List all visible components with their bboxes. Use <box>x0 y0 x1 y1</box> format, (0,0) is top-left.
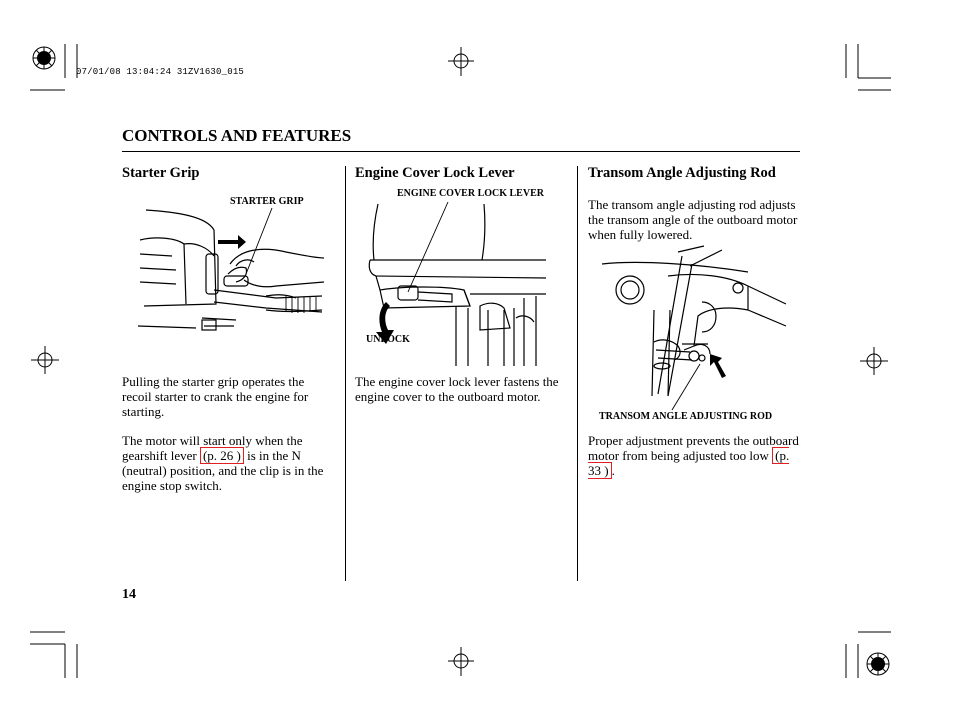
heading-engine-cover-lock-lever: Engine Cover Lock Lever <box>355 165 515 181</box>
paragraph-text: The motor will start only when the gearshift lever <box>122 433 303 463</box>
heading-transom-angle-adjusting-rod: Transom Angle Adjusting Rod <box>588 165 776 181</box>
column-divider-2 <box>577 166 578 581</box>
starter-grip-paragraph-1: Pulling the starter grip operates the recoil starter to crank the engine for starting. <box>122 374 309 419</box>
starter-grip-paragraph-2 <box>122 433 330 493</box>
label-starter-grip: STARTER GRIP <box>230 196 304 207</box>
title-rule <box>122 151 800 152</box>
section-title: CONTROLS AND FEATURES <box>122 126 352 145</box>
heading-starter-grip: Starter Grip <box>122 165 200 181</box>
print-stamp: 07/01/08 13:04:24 31ZV1630_015 <box>76 67 245 77</box>
paragraph-text: . <box>611 463 615 478</box>
transom-paragraph-2 <box>588 433 800 478</box>
engine-cover-paragraph-1: The engine cover lock lever fastens the engine cover to the outboard motor. <box>355 374 559 404</box>
column-divider-1 <box>345 166 346 581</box>
transom-paragraph-1: The transom angle adjusting rod adjusts the transom angle of the outboard motor when fully lowered. <box>588 197 798 242</box>
page-link-33[interactable]: (p. 33 ) <box>588 448 790 478</box>
page-number: 14 <box>122 587 136 602</box>
paragraph-text: Proper adjustment prevents the outboard motor from being adjusted too low <box>588 433 799 463</box>
starter-grip-illustration <box>136 194 326 336</box>
label-engine-cover-lock-lever: ENGINE COVER LOCK LEVER <box>397 188 544 199</box>
transom-rod-illustration <box>598 246 788 408</box>
label-unlock: UNLOCK <box>366 334 410 345</box>
page-link-26[interactable]: (p. 26 ) <box>200 447 244 464</box>
paragraph-text: is in the N (neutral) position, and the clip is in the engine stop switch. <box>122 448 324 493</box>
label-transom-angle-adjusting-rod: TRANSOM ANGLE ADJUSTING ROD <box>599 411 773 422</box>
